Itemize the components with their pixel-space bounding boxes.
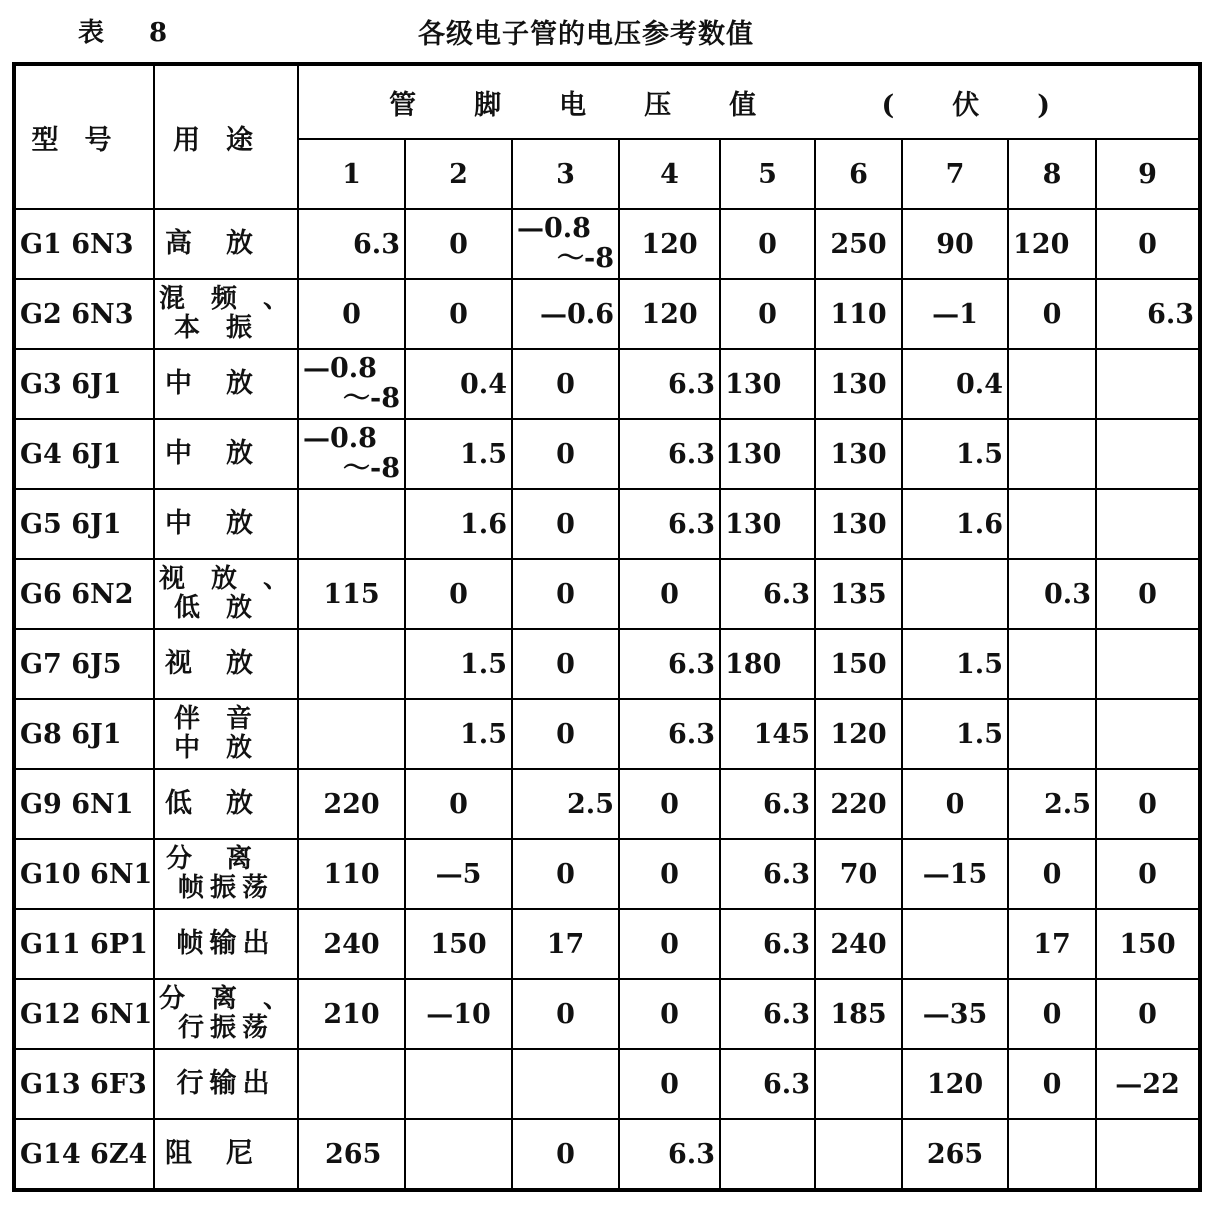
- pin-value: 0: [1096, 559, 1200, 629]
- pin-value: 150: [1096, 909, 1200, 979]
- pin-value: 6.3: [720, 1049, 815, 1119]
- voltage-table: [12, 62, 1202, 1192]
- pin-value: 17: [1008, 909, 1096, 979]
- pin-value: 220: [815, 769, 902, 839]
- header-pin-8: 8: [1008, 139, 1096, 209]
- pin-value: [1096, 489, 1200, 559]
- pin-value: 17: [512, 909, 619, 979]
- pin-value: [1096, 629, 1200, 699]
- header-pin-5: 5: [720, 139, 815, 209]
- usage-cell: 帧输出: [154, 909, 298, 979]
- pin-value: [815, 1049, 902, 1119]
- pin-value: 0: [902, 769, 1008, 839]
- model-cell: G2 6N3: [14, 279, 154, 349]
- table-row: [14, 699, 1200, 769]
- pin-value: [1008, 1119, 1096, 1190]
- header-pin-3: 3: [512, 139, 619, 209]
- table-row: [14, 979, 1200, 1049]
- usage-cell: 视放: [154, 629, 298, 699]
- header-pin-9: 9: [1096, 139, 1200, 209]
- pin-value: 0: [720, 209, 815, 279]
- usage-line: 分离: [165, 844, 286, 874]
- usage-cell: 低放: [154, 769, 298, 839]
- pin-value: 6.3: [619, 1119, 720, 1190]
- table-row: [14, 629, 1200, 699]
- table-caption: [0, 12, 1210, 52]
- pin-value: 0: [512, 419, 619, 489]
- pin-value: 0: [619, 1049, 720, 1119]
- pin-value: 6.3: [720, 559, 815, 629]
- pin-value: 6.3: [619, 489, 720, 559]
- header-model: 型号: [14, 64, 154, 209]
- pin-value: —35: [902, 979, 1008, 1049]
- pin-value: 1.5: [902, 699, 1008, 769]
- pin-value-range: [512, 209, 619, 279]
- pin-value: 0: [512, 349, 619, 419]
- pin-value: [1008, 629, 1096, 699]
- pin-value: 130: [720, 489, 815, 559]
- table-number: 表 8: [78, 18, 186, 48]
- pin-value: 0: [512, 699, 619, 769]
- pin-value: 0: [1096, 979, 1200, 1049]
- pin-value: 120: [619, 279, 720, 349]
- pin-value: 110: [298, 839, 405, 909]
- pin-value: [405, 1049, 512, 1119]
- pin-value: [902, 559, 1008, 629]
- pin-value: 2.5: [1008, 769, 1096, 839]
- table-row: [14, 489, 1200, 559]
- pin-value: 0: [619, 559, 720, 629]
- pin-value: 120: [815, 699, 902, 769]
- pin-value: 2.5: [512, 769, 619, 839]
- pin-value: 6.3: [619, 699, 720, 769]
- pin-value: 110: [815, 279, 902, 349]
- pin-value: 0: [512, 559, 619, 629]
- table-row: [14, 839, 1200, 909]
- pin-value: 0: [619, 909, 720, 979]
- pin-value: —15: [902, 839, 1008, 909]
- header-pin-7: 7: [902, 139, 1008, 209]
- usage-cell: 中放: [154, 489, 298, 559]
- pin-value: 0: [720, 279, 815, 349]
- table-row: [14, 419, 1200, 489]
- pin-value: 1.5: [902, 629, 1008, 699]
- header-pin-1: 1: [298, 139, 405, 209]
- pin-value: 130: [720, 349, 815, 419]
- model-cell: G13 6F3: [14, 1049, 154, 1119]
- header-pin-2: 2: [405, 139, 512, 209]
- pin-value: [298, 629, 405, 699]
- pin-value: [1008, 349, 1096, 419]
- table-row: [14, 909, 1200, 979]
- pin-value: 6.3: [298, 209, 405, 279]
- pin-value: [298, 489, 405, 559]
- pin-value: 130: [815, 419, 902, 489]
- pin-value: —22: [1096, 1049, 1200, 1119]
- pin-value: [1096, 349, 1200, 419]
- pin-value: 0: [1008, 979, 1096, 1049]
- pin-value: 180: [720, 629, 815, 699]
- pin-value: 0: [512, 629, 619, 699]
- pin-value: [1008, 699, 1096, 769]
- usage-cell: 中放: [154, 349, 298, 419]
- usage-cell: [154, 699, 298, 769]
- pin-value: 120: [902, 1049, 1008, 1119]
- pin-value: 120: [1008, 209, 1096, 279]
- model-cell: G3 6J1: [14, 349, 154, 419]
- pin-value: [720, 1119, 815, 1190]
- pin-value: 0: [1096, 839, 1200, 909]
- usage-cell: 中放: [154, 419, 298, 489]
- usage-cell: [154, 559, 316, 629]
- table-row: [14, 1119, 1200, 1190]
- pin-value: 0.3: [1008, 559, 1096, 629]
- usage-line: 本振: [173, 313, 278, 343]
- range-end: ～-8: [557, 243, 614, 274]
- header-pin-4: 4: [619, 139, 720, 209]
- pin-value: 0: [298, 279, 405, 349]
- pin-value: 265: [902, 1119, 1008, 1190]
- pin-value: 6.3: [720, 909, 815, 979]
- model-cell: G9 6N1: [14, 769, 154, 839]
- table-row: [14, 1049, 1200, 1119]
- table-row: [14, 209, 1200, 279]
- pin-value: —1: [902, 279, 1008, 349]
- table-row: [14, 559, 1200, 629]
- pin-value: [1096, 699, 1200, 769]
- model-cell: G10 6N1: [14, 839, 154, 909]
- model-cell: G11 6P1: [14, 909, 154, 979]
- usage-line: 行振荡: [177, 1013, 274, 1043]
- pin-value: 6.3: [720, 769, 815, 839]
- pin-value: 0: [405, 209, 512, 279]
- pin-value: 135: [815, 559, 902, 629]
- pin-value: —5: [405, 839, 512, 909]
- pin-value: 0: [405, 769, 512, 839]
- pin-value: 1.5: [902, 419, 1008, 489]
- pin-value: 0: [512, 839, 619, 909]
- pin-value: 210: [298, 979, 405, 1049]
- pin-value: 1.5: [405, 419, 512, 489]
- usage-cell: [154, 279, 316, 349]
- model-cell: G7 6J5: [14, 629, 154, 699]
- pin-value: [298, 699, 405, 769]
- usage-line: 分离、: [159, 984, 316, 1014]
- table-row: [14, 279, 1200, 349]
- usage-cell: 行输出: [154, 1049, 298, 1119]
- pin-value: 0: [512, 1119, 619, 1190]
- pin-value: 250: [815, 209, 902, 279]
- pin-value: [815, 1119, 902, 1190]
- model-cell: G8 6J1: [14, 699, 154, 769]
- usage-cell: 高放: [154, 209, 298, 279]
- pin-value: 1.6: [405, 489, 512, 559]
- pin-value: [298, 1049, 405, 1119]
- table-title: 各级电子管的电压参考数值: [418, 19, 754, 50]
- pin-value: 0: [405, 559, 512, 629]
- usage-line: 伴音: [173, 704, 278, 734]
- usage-cell: [154, 979, 316, 1049]
- header-pin-6: 6: [815, 139, 902, 209]
- pin-value: 130: [720, 419, 815, 489]
- usage-line: 视放、: [159, 564, 316, 594]
- pin-value-range: [298, 419, 405, 489]
- pin-value: 0: [1008, 1049, 1096, 1119]
- range-end: ～-8: [343, 383, 400, 414]
- pin-value: 90: [902, 209, 1008, 279]
- pin-value: 6.3: [619, 629, 720, 699]
- pin-value: 1.5: [405, 629, 512, 699]
- pin-value: [1096, 1119, 1200, 1190]
- pin-value: [1008, 419, 1096, 489]
- pin-value: 6.3: [720, 839, 815, 909]
- pin-value: 0.4: [902, 349, 1008, 419]
- range-start: —0.8: [303, 353, 377, 384]
- pin-value: 0: [512, 979, 619, 1049]
- pin-value: 145: [720, 699, 815, 769]
- pin-value: 0: [619, 769, 720, 839]
- pin-value: 6.3: [720, 979, 815, 1049]
- pin-value: 185: [815, 979, 902, 1049]
- model-cell: G4 6J1: [14, 419, 154, 489]
- pin-value: 0: [619, 839, 720, 909]
- pin-value: 115: [298, 559, 405, 629]
- header-pin-voltage: 管脚电压值 (伏): [298, 64, 1200, 139]
- model-cell: G6 6N2: [14, 559, 154, 629]
- pin-value: 0: [405, 279, 512, 349]
- pin-value: 0.4: [405, 349, 512, 419]
- model-cell: G14 6Z4: [14, 1119, 154, 1190]
- pin-value: —0.6: [512, 279, 619, 349]
- pin-value: 70: [815, 839, 902, 909]
- pin-value: [1096, 419, 1200, 489]
- usage-cell: [154, 839, 298, 909]
- pin-value: 220: [298, 769, 405, 839]
- pin-value: 1.6: [902, 489, 1008, 559]
- pin-value: [1008, 489, 1096, 559]
- pin-value: 0: [1096, 769, 1200, 839]
- pin-value: [902, 909, 1008, 979]
- pin-value: —10: [405, 979, 512, 1049]
- header-usage: 用途: [154, 64, 298, 209]
- pin-value: 240: [815, 909, 902, 979]
- table-row: [14, 769, 1200, 839]
- usage-line: 混频、: [159, 284, 316, 314]
- pin-value: 265: [298, 1119, 405, 1190]
- pin-value: 0: [1096, 209, 1200, 279]
- usage-line: 帧振荡: [177, 873, 274, 903]
- pin-value: 0: [1008, 839, 1096, 909]
- range-start: —0.8: [303, 423, 377, 454]
- pin-value: 6.3: [619, 419, 720, 489]
- pin-value: 150: [405, 909, 512, 979]
- pin-value: 6.3: [1096, 279, 1200, 349]
- pin-value: [405, 1119, 512, 1190]
- pin-value: 0: [512, 489, 619, 559]
- pin-value: 130: [815, 349, 902, 419]
- usage-cell: 阻尼: [154, 1119, 298, 1190]
- range-start: —0.8: [517, 213, 591, 244]
- range-end: ～-8: [343, 453, 400, 484]
- pin-value: 1.5: [405, 699, 512, 769]
- model-cell: G12 6N1: [14, 979, 154, 1049]
- pin-value: [512, 1049, 619, 1119]
- pin-value: 6.3: [619, 349, 720, 419]
- usage-line: 中放: [173, 733, 278, 763]
- pin-value: 120: [619, 209, 720, 279]
- pin-value: 240: [298, 909, 405, 979]
- table-row: [14, 349, 1200, 419]
- pin-value-range: [298, 349, 405, 419]
- usage-line: 低放: [173, 593, 278, 623]
- model-cell: G1 6N3: [14, 209, 154, 279]
- pin-value: 130: [815, 489, 902, 559]
- pin-value: 150: [815, 629, 902, 699]
- model-cell: G5 6J1: [14, 489, 154, 559]
- pin-value: 0: [1008, 279, 1096, 349]
- pin-value: 0: [619, 979, 720, 1049]
